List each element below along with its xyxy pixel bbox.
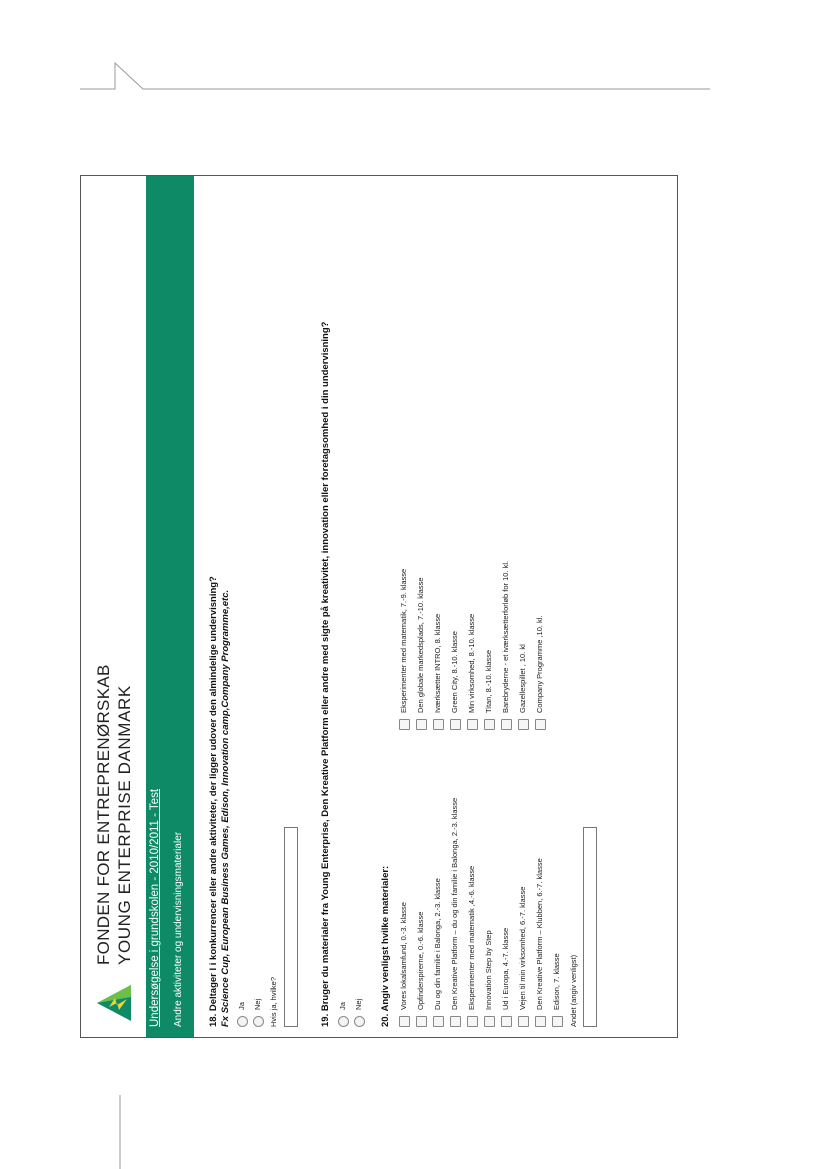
q20-left-option[interactable]	[534, 858, 546, 1027]
q20-option-label: Opfinderspirerne, 0.-6. klasse	[416, 911, 425, 1010]
q18-radio-nej[interactable]	[253, 1016, 264, 1027]
q20-right-option[interactable]	[449, 631, 461, 730]
q20-right-option[interactable]	[517, 644, 529, 730]
q20-option-label: Edison, 7. klasse	[552, 953, 561, 1010]
q20-checkbox[interactable]	[416, 1016, 427, 1027]
q20-checkbox[interactable]	[450, 1016, 461, 1027]
q20-right-option[interactable]	[415, 578, 427, 731]
q20-left-option[interactable]	[432, 878, 444, 1027]
q19-option-ja[interactable]	[337, 1002, 349, 1027]
q18-text: 18. Deltager I i konkurrencer eller andre aktiviteter, der ligger udover den almindelige undervisning?	[208, 576, 219, 1027]
q19-radio-nej[interactable]	[354, 1016, 365, 1027]
q20-option-label: Innovation Step by Step	[484, 930, 493, 1010]
survey-form	[81, 176, 678, 1038]
q20-left-option[interactable]	[500, 928, 512, 1027]
q20-option-label: Iværksætter INTRO, 8. klasse	[433, 613, 442, 713]
q19-radio-ja[interactable]	[338, 1016, 349, 1027]
q20-checkbox[interactable]	[518, 719, 529, 730]
q20-option-label: Du og din familie i Balonga, 2.-3. klasse	[433, 878, 442, 1010]
q20-other-label: Andet (angiv venligst)	[569, 954, 578, 1027]
q20-option-label: Eksperimenter med matematik, 7.-9. klasse	[399, 568, 408, 713]
q20-right-option[interactable]	[398, 569, 410, 730]
q20-checkbox[interactable]	[518, 1016, 529, 1027]
q20-left-option[interactable]	[551, 953, 563, 1027]
q18-option-label: Ja	[237, 1002, 246, 1010]
q20-right-option[interactable]	[534, 615, 546, 730]
q19-option-label: Ja	[338, 1002, 347, 1010]
q20-left-option[interactable]	[466, 866, 478, 1027]
q18-radio-ja[interactable]	[237, 1016, 248, 1027]
brand-logo-icon	[93, 981, 135, 1025]
q20-option-label: Barebryderne - et iværksætterforløb for 10. kl.	[501, 560, 510, 713]
q20-option-label: Ud i Europa, 4.-7. klasse	[501, 927, 510, 1010]
q20-checkbox[interactable]	[399, 1016, 410, 1027]
q20-right-option[interactable]	[483, 650, 495, 730]
q20-option-label: Den Kreative Platform – du og din familie i Balonga, 2.-3. klasse	[450, 797, 459, 1010]
q20-right-option[interactable]	[466, 614, 478, 730]
q19-text: 19. Bruger du materialer fra Young Enterprise, Den Kreative Platform eller andre med sigte på kreativitet, innovation eller foretagsomhed i din undervisning?	[320, 321, 331, 1027]
q20-option-label: Vejen til min virksomhed, 6.-7. klasse	[518, 886, 527, 1010]
brand-line-1: FONDEN FOR ENTREPRENØRSKAB	[94, 664, 113, 965]
survey-title-link[interactable]: Undersøgelse i grundskolen - 2010/2011 - Test	[149, 788, 161, 1027]
logo-header	[81, 176, 146, 1038]
q20-checkbox[interactable]	[535, 719, 546, 730]
q20-checkbox[interactable]	[535, 1016, 546, 1027]
q20-option-label: Den Kreative Platform – Klubben, 6.-7. klasse	[535, 858, 544, 1010]
q20-other-input[interactable]	[583, 827, 597, 1027]
q19-option-label: Nej	[354, 998, 363, 1010]
q20-option-label: Titan, 8.-10. klasse	[484, 649, 493, 713]
q20-right-option[interactable]	[432, 614, 444, 730]
q18-option-ja[interactable]	[236, 1002, 248, 1027]
q20-checkbox[interactable]	[433, 1016, 444, 1027]
q20-checkbox[interactable]	[467, 719, 478, 730]
q19-option-nej[interactable]	[353, 999, 365, 1027]
brand-line-2: YOUNG ENTERPRISE DANMARK	[115, 685, 134, 965]
q20-option-label: Min virksomhed, 8.-10. klasse	[467, 613, 476, 713]
q18-followup-label: Hvis ja, hvilke?	[269, 976, 278, 1027]
q20-option-label: Green City, 8.-10. klasse	[450, 631, 459, 713]
q20-checkbox[interactable]	[399, 719, 410, 730]
q18-examples: Fx Science Cup, European Business Games, Edison, Innovation camp,Company Programme,etc.	[220, 589, 231, 1027]
q18-option-label: Nej	[253, 998, 262, 1010]
q20-checkbox[interactable]	[501, 719, 512, 730]
q20-checkbox[interactable]	[433, 719, 444, 730]
q18-option-nej[interactable]	[252, 999, 264, 1027]
q20-option-label: Den globale markedsplads, 7.-10. klasse	[416, 577, 425, 713]
q20-option-label: Gazellespillet , 10. kl	[518, 644, 527, 713]
q20-option-label: Company Programme ,10. kl.	[535, 615, 544, 713]
survey-screenshot	[80, 175, 678, 1038]
section-title: Andre aktiviteter og undervisningsmaterialer	[173, 831, 184, 1027]
q20-right-option[interactable]	[500, 561, 512, 730]
q20-option-label: Eksperimenter med matematik ,4.-6. klasse	[467, 865, 476, 1010]
q20-checkbox[interactable]	[467, 1016, 478, 1027]
q20-left-option[interactable]	[449, 798, 461, 1027]
q20-left-option[interactable]	[398, 902, 410, 1027]
q20-left-option[interactable]	[483, 930, 495, 1027]
q20-checkbox[interactable]	[484, 719, 495, 730]
survey-header-bar	[146, 176, 194, 1038]
q20-checkbox[interactable]	[450, 719, 461, 730]
q20-option-label: Vores lokalsamfund, 0.-3. klasse	[399, 902, 408, 1010]
q20-text: 20. Angiv venligst hvilke materialer:	[380, 865, 391, 1027]
q20-left-option[interactable]	[415, 912, 427, 1027]
q18-followup-input[interactable]	[284, 827, 298, 1027]
q20-checkbox[interactable]	[416, 719, 427, 730]
q20-checkbox[interactable]	[501, 1016, 512, 1027]
q20-checkbox[interactable]	[484, 1016, 495, 1027]
q20-left-option[interactable]	[517, 887, 529, 1027]
q20-checkbox[interactable]	[552, 1016, 563, 1027]
